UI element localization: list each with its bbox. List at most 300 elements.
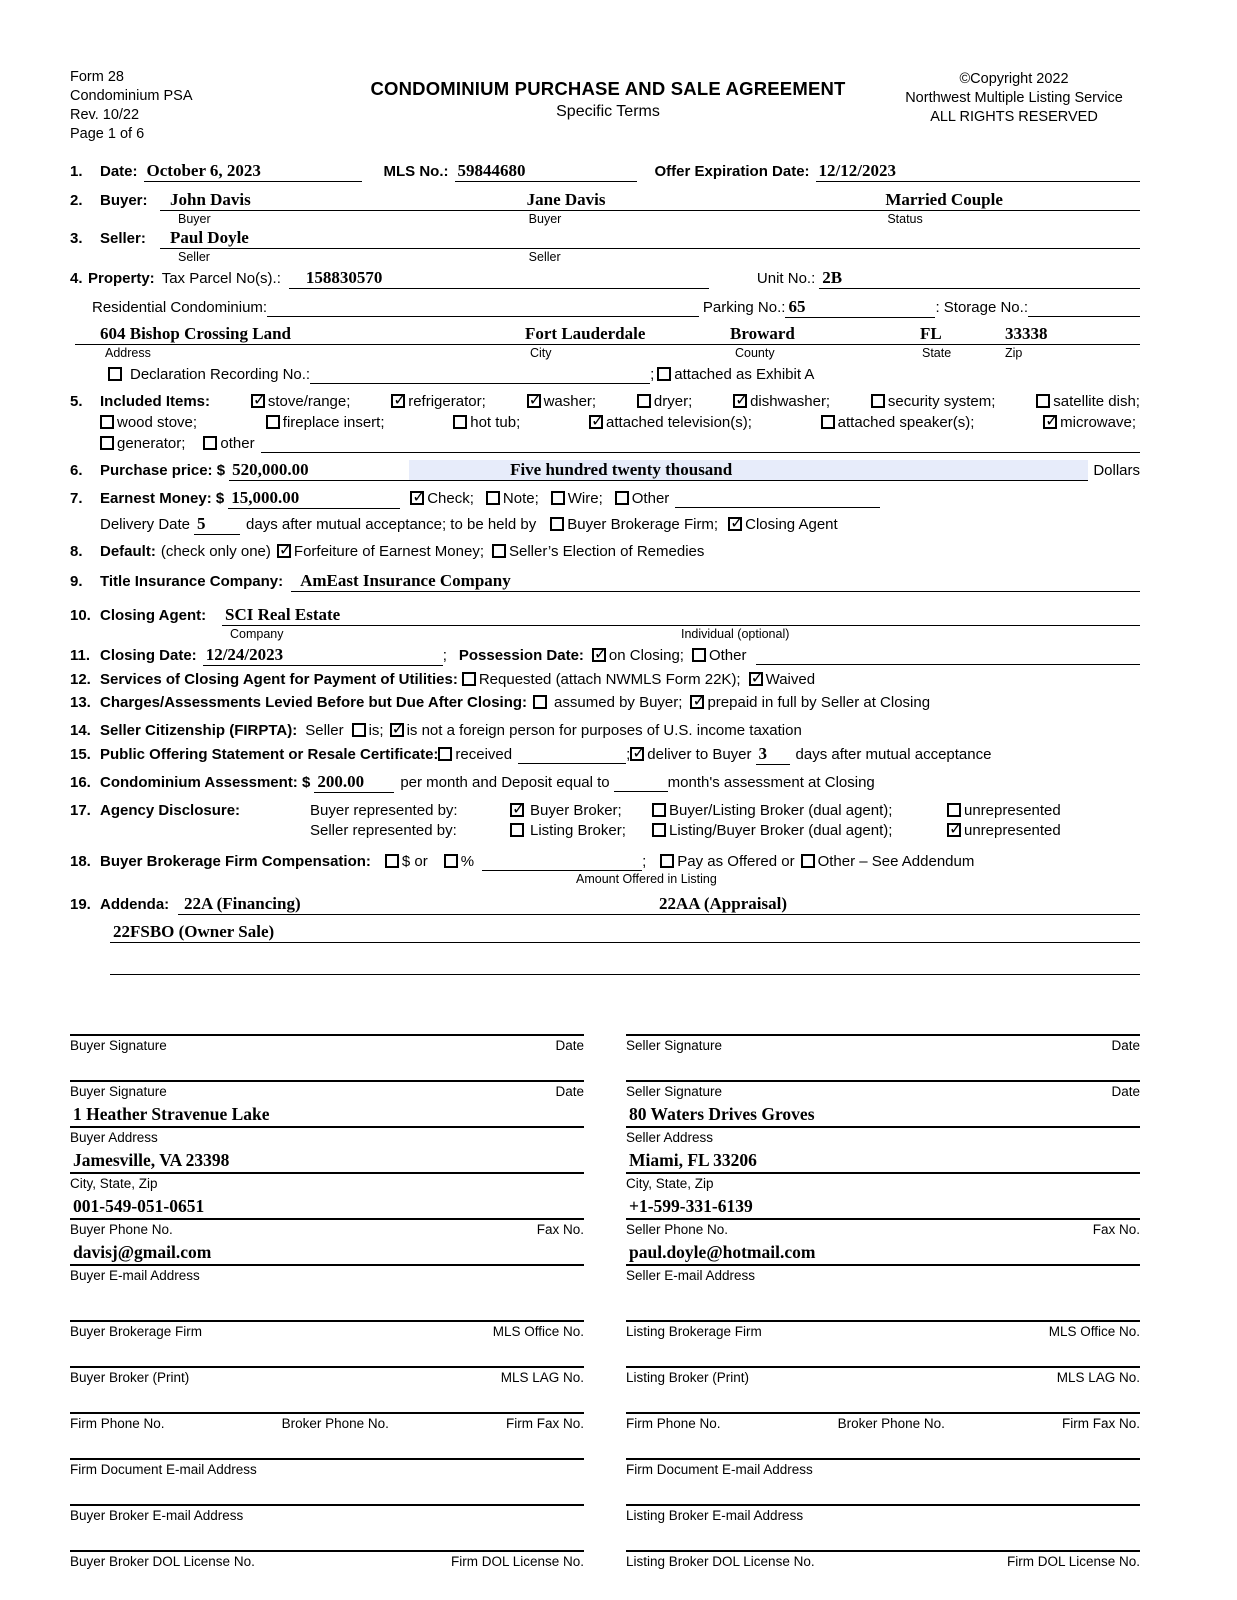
seller-phone-field[interactable]	[626, 1197, 1140, 1220]
checkbox-other-payment[interactable]	[615, 490, 670, 507]
buyer-fields[interactable]	[160, 190, 1140, 211]
item-8-default	[70, 543, 1140, 560]
firm-fax-label: Firm Fax No.	[505, 1415, 584, 1431]
buyer-brokerage-firm-field[interactable]	[70, 1299, 584, 1322]
checkbox-label: is;	[368, 721, 384, 739]
checkbox[interactable]	[660, 854, 674, 868]
seller-email-value: paul.doyle@hotmail.com	[629, 1241, 816, 1262]
seller-sublabel: Seller	[178, 249, 210, 264]
date-label: Date	[1111, 1037, 1140, 1053]
checkbox-waived[interactable]	[749, 671, 815, 688]
seller-1-value: Paul Doyle	[170, 227, 249, 247]
mls-office-no-label: MLS Office No.	[492, 1323, 584, 1339]
checkbox-forfeiture[interactable]	[277, 543, 484, 560]
title-insurance-label: Title Insurance Company:	[100, 572, 284, 590]
item-9-title-insurance	[70, 571, 1140, 592]
item-16-assessment	[70, 772, 1140, 793]
closing-agent-field[interactable]	[222, 605, 1140, 626]
buyer-label: Buyer:	[100, 191, 148, 209]
item-13-charges	[70, 694, 1140, 711]
firm-phone-label: Firm Phone No.	[626, 1415, 721, 1431]
addenda-field-row-2[interactable]	[110, 922, 1140, 943]
mls-no-value: 59844680	[457, 160, 526, 180]
separator: ;	[650, 365, 655, 383]
buyer-phone-value: 001-549-051-0651	[73, 1195, 205, 1216]
checkbox[interactable]	[385, 854, 399, 868]
checkbox-refrigerator[interactable]	[391, 393, 486, 410]
assessment-amount: 200.00	[317, 771, 365, 791]
checkbox-wood-stove[interactable]	[100, 414, 197, 431]
addenda-field-row-3[interactable]	[110, 957, 1140, 975]
agency-disclosure-label: Agency Disclosure:	[100, 801, 241, 819]
checkbox-assumed-by-buyer[interactable]	[533, 694, 682, 711]
checkbox-deliver-to-buyer[interactable]	[630, 746, 751, 763]
declaration-checkbox[interactable]	[108, 367, 122, 381]
checkbox-on-closing[interactable]	[592, 647, 684, 664]
checkbox-label: Seller’s Election of Remedies	[509, 542, 705, 560]
checkbox-dryer[interactable]	[637, 393, 692, 410]
addendum-value: 22AA (Appraisal)	[659, 893, 787, 913]
status-sublabel: Status	[887, 211, 923, 226]
unit-no-field[interactable]	[819, 268, 1140, 289]
buyer-broker-email-field[interactable]	[70, 1483, 584, 1506]
county-value: Broward	[730, 323, 795, 343]
form-subtitle: Specific Terms	[556, 103, 660, 120]
checkbox[interactable]	[510, 803, 524, 817]
assessment-amount-field[interactable]	[314, 772, 394, 793]
county-sublabel: County	[735, 345, 775, 360]
checkbox-sellers-election[interactable]	[492, 543, 704, 560]
checkbox[interactable]	[453, 415, 467, 429]
compensation-amount-field[interactable]	[482, 853, 642, 871]
property-address-fields[interactable]	[75, 324, 1140, 345]
seller-fields[interactable]	[160, 228, 1140, 249]
checkbox-seller-unrepresented[interactable]	[947, 822, 1061, 839]
checkbox-listing-broker[interactable]	[510, 822, 652, 839]
received-date-field[interactable]	[518, 746, 626, 764]
item-number: 3.	[70, 229, 83, 247]
seller-city-state-zip-field[interactable]	[626, 1151, 1140, 1174]
buyer-address-block	[70, 1105, 584, 1145]
buyer-brokerage-firm-label: Buyer Brokerage Firm	[70, 1323, 203, 1339]
buyer-signature-label: Buyer Signature	[70, 1083, 167, 1099]
tax-parcel-field[interactable]	[289, 268, 709, 289]
storage-no-field[interactable]	[1028, 299, 1140, 317]
checkbox-listing-buyer-broker-dual[interactable]	[652, 822, 947, 839]
checkbox-label: Pay as Offered or	[677, 852, 795, 870]
title-insurance-value: AmEast Insurance Company	[300, 570, 511, 590]
seller-signature-1-block	[626, 1013, 1140, 1053]
checkbox[interactable]	[1036, 394, 1050, 408]
checkbox[interactable]	[871, 394, 885, 408]
checkbox[interactable]	[728, 517, 742, 531]
listing-brokerage-firm-field[interactable]	[626, 1299, 1140, 1322]
checkbox-label: Waived	[765, 670, 816, 688]
checkbox[interactable]	[492, 544, 506, 558]
residential-condominium-label: Residential Condominium:	[92, 298, 268, 316]
checkbox-label: dishwasher;	[750, 392, 831, 410]
separator: ;	[642, 852, 647, 870]
checkbox-label: refrigerator;	[408, 392, 486, 410]
city-sublabel: City	[530, 345, 552, 360]
checkbox-label: is not a foreign person for purposes of U.S. income taxation	[406, 721, 802, 739]
item-18-compensation	[70, 853, 1140, 886]
checkbox-prepaid-by-seller[interactable]	[690, 694, 930, 711]
checkbox-note-payment[interactable]	[486, 490, 539, 507]
checkbox[interactable]	[801, 854, 815, 868]
listing-broker-print-label: Listing Broker (Print)	[626, 1369, 750, 1385]
closing-date-field[interactable]	[203, 645, 443, 666]
buyer-firm-phones-block	[70, 1391, 584, 1431]
broker-phone-label: Broker Phone No.	[837, 1415, 945, 1431]
dollars-label: Dollars	[1093, 461, 1140, 479]
checkbox-attached-speakers[interactable]	[821, 414, 975, 431]
buyer-brokerage-firm-block	[70, 1299, 584, 1339]
checkbox[interactable]	[100, 436, 114, 450]
exhibit-a-check-option[interactable]	[657, 366, 814, 383]
checkbox[interactable]	[592, 648, 606, 662]
checkbox[interactable]	[630, 747, 644, 761]
checkbox-pay-as-offered[interactable]	[660, 853, 794, 870]
item-number: 18.	[70, 852, 91, 870]
delivery-date-label: Delivery Date	[100, 515, 191, 533]
buyer-represented-label: Buyer represented by:	[310, 801, 458, 819]
buyer-firm-phones-field[interactable]	[70, 1391, 584, 1414]
individual-sublabel: Individual (optional)	[681, 626, 790, 641]
unit-no-label: Unit No.:	[756, 269, 816, 287]
checkbox-attached-televisions[interactable]	[589, 414, 752, 431]
checkbox-other-item[interactable]	[203, 435, 254, 452]
firm-phone-label: Firm Phone No.	[70, 1415, 165, 1431]
residential-condominium-row	[70, 297, 1140, 318]
checkbox[interactable]	[652, 823, 666, 837]
checkbox[interactable]	[527, 394, 541, 408]
checkbox[interactable]	[692, 648, 706, 662]
checkbox[interactable]	[438, 747, 452, 761]
checkbox[interactable]	[352, 723, 366, 737]
buyer-phone-field[interactable]	[70, 1197, 584, 1220]
title-insurance-field[interactable]	[291, 571, 1140, 592]
item-12-utilities	[70, 671, 1140, 688]
checkbox[interactable]	[733, 394, 747, 408]
listing-broker-email-label: Listing Broker E-mail Address	[626, 1507, 804, 1523]
delivery-tail-label: days after mutual acceptance; to be held by	[246, 515, 537, 533]
default-note: (check only one)	[160, 542, 271, 560]
listing-firm-doc-email-field[interactable]	[626, 1437, 1140, 1460]
checkbox[interactable]	[947, 803, 961, 817]
checkbox-label: fireplace insert;	[282, 413, 385, 431]
item-17-agency-disclosure	[70, 802, 1140, 839]
checkbox[interactable]	[533, 695, 547, 709]
item-number: 19.	[70, 895, 91, 913]
header	[70, 68, 1140, 145]
other-payment-field[interactable]	[675, 490, 880, 508]
buyer-address-field[interactable]	[70, 1105, 584, 1128]
earnest-money-amount-field[interactable]	[228, 488, 400, 509]
purchase-price-label: Purchase price: $	[100, 461, 226, 479]
checkbox-label: on Closing;	[608, 646, 684, 664]
addenda-label: Addenda:	[100, 895, 170, 913]
buyer-email-value: davisj@gmail.com	[73, 1241, 212, 1262]
checkbox-security-system[interactable]	[871, 393, 996, 410]
parking-no-field[interactable]	[785, 297, 935, 318]
item-number: 9.	[70, 572, 83, 590]
checkbox-label: deliver to Buyer	[647, 745, 752, 763]
delivery-days-field[interactable]	[194, 514, 240, 535]
buyer-license-field[interactable]	[70, 1529, 584, 1552]
mls-lag-no-label: MLS LAG No.	[500, 1369, 584, 1385]
checkbox[interactable]	[391, 394, 405, 408]
item-number: 11.	[70, 646, 91, 664]
delivery-days-value: 5	[197, 513, 206, 533]
fax-label: Fax No.	[1092, 1221, 1140, 1237]
city-state-zip-label: City, State, Zip	[70, 1175, 158, 1191]
checkbox-percent-compensation[interactable]	[444, 853, 474, 870]
possession-other-field[interactable]	[756, 647, 1140, 665]
date-value: October 6, 2023	[146, 160, 261, 180]
checkbox-received[interactable]	[438, 746, 512, 763]
listing-license-block	[626, 1529, 1140, 1569]
checkbox[interactable]	[749, 672, 763, 686]
signature-section	[70, 1007, 1140, 1569]
deliver-days-value: 3	[758, 743, 768, 763]
addenda-row-3	[70, 957, 1140, 975]
seller-signature-2-field[interactable]	[626, 1059, 1140, 1082]
checkbox-buyer-brokerage-firm-holder[interactable]	[550, 516, 718, 533]
checkbox-label: Note;	[502, 489, 539, 507]
purchase-price-amount-field[interactable]	[229, 460, 409, 481]
possession-date-label: Possession Date:	[458, 646, 584, 664]
listing-firm-phones-block	[626, 1391, 1140, 1431]
purchase-price-words-field[interactable]	[409, 460, 1088, 481]
seller-email-field[interactable]	[626, 1243, 1140, 1266]
declaration-recording-field[interactable]	[310, 366, 650, 384]
buyer-city-state-zip-block	[70, 1151, 584, 1191]
declaration-check-option[interactable]	[108, 366, 310, 383]
seller-signature-1-field[interactable]	[626, 1013, 1140, 1036]
mls-office-no-label: MLS Office No.	[1048, 1323, 1140, 1339]
unit-no-value: 2B	[822, 267, 843, 287]
checkbox-is-not-foreign[interactable]	[390, 722, 802, 739]
city-state-zip-label: City, State, Zip	[626, 1175, 714, 1191]
state-value: FL	[920, 323, 942, 343]
item-2-buyer	[70, 190, 1140, 226]
checkbox-label: dryer;	[653, 392, 693, 410]
buyer-city-state-zip-field[interactable]	[70, 1151, 584, 1174]
checkbox[interactable]	[410, 491, 424, 505]
residential-condominium-field[interactable]	[267, 299, 699, 317]
checkbox[interactable]	[444, 854, 458, 868]
addenda-row-2	[70, 922, 1140, 943]
item-10-closing-agent	[70, 605, 1140, 641]
checkbox-closing-agent-holder[interactable]	[728, 516, 838, 533]
separator: ;	[626, 745, 631, 763]
closing-agent-value: SCI Real Estate	[225, 604, 341, 624]
listing-broker-email-field[interactable]	[626, 1483, 1140, 1506]
buyer-broker-print-field[interactable]	[70, 1345, 584, 1368]
parking-no-value: 65	[788, 296, 806, 316]
checkbox[interactable]	[1043, 415, 1057, 429]
earnest-money-amount: 15,000.00	[231, 487, 300, 507]
checkbox-label: wood stove;	[117, 413, 198, 431]
checkbox-buyer-unrepresented[interactable]	[947, 802, 1061, 819]
item-number: 17.	[70, 801, 91, 819]
state-sublabel: State	[922, 345, 952, 360]
checkbox[interactable]	[947, 823, 961, 837]
date-field[interactable]	[144, 161, 362, 182]
address-sublabel: Address	[105, 345, 151, 360]
closing-date-label: Closing Date:	[100, 646, 197, 664]
item-1-date	[70, 161, 1140, 182]
checkbox-label: assumed by Buyer;	[554, 693, 683, 711]
mls-no-label: MLS No.:	[383, 162, 449, 180]
buyer-address-label: Buyer Address	[70, 1129, 158, 1145]
seller-phone-block	[626, 1197, 1140, 1237]
seller-signature-column	[626, 1007, 1140, 1569]
charges-label: Charges/Assessments Levied Before but Due After Closing:	[100, 693, 528, 711]
checkbox-requested[interactable]	[462, 671, 741, 688]
checkbox-label: generator;	[117, 434, 186, 452]
item-15-public-offering	[70, 744, 1140, 765]
addenda-fields-row-1[interactable]	[178, 894, 1140, 915]
declaration-label: Declaration Recording No.:	[130, 365, 311, 383]
included-items-label: Included Items:	[100, 392, 211, 410]
seller-signature-label: Seller Signature	[626, 1083, 723, 1099]
checkbox[interactable]	[266, 415, 280, 429]
checkbox[interactable]	[251, 394, 265, 408]
checkbox-label: Requested (attach NWMLS Form 22K);	[478, 670, 741, 688]
item-14-firpta	[70, 722, 1140, 739]
checkbox-stove-range[interactable]	[251, 393, 351, 410]
item-3-seller	[70, 228, 1140, 264]
checkbox[interactable]	[637, 394, 651, 408]
buyer-broker-print-block	[70, 1345, 584, 1385]
parking-no-label: Parking No.:	[702, 298, 786, 316]
seller-signature-2-block	[626, 1059, 1140, 1099]
checkbox-check-payment[interactable]	[410, 490, 474, 507]
item-number: 8.	[70, 542, 83, 560]
checkbox-label: Other	[631, 489, 670, 507]
assessment-months-field[interactable]	[614, 774, 668, 792]
checkbox-label: washer;	[543, 392, 597, 410]
checkbox[interactable]	[510, 823, 524, 837]
date-label: Date	[555, 1083, 584, 1099]
checkbox[interactable]	[277, 544, 291, 558]
seller-address-value: 80 Waters Drives Groves	[629, 1103, 815, 1124]
declaration-row	[70, 366, 1140, 384]
checkbox[interactable]	[615, 491, 629, 505]
listing-license-field[interactable]	[626, 1529, 1140, 1552]
checkbox[interactable]	[390, 723, 404, 737]
item-number: 15.	[70, 745, 91, 763]
checkbox[interactable]	[652, 803, 666, 817]
checkbox-satellite-dish[interactable]	[1036, 393, 1140, 410]
deliver-days-field[interactable]	[756, 744, 790, 765]
property-address-block	[70, 324, 1140, 360]
checkbox-dishwasher[interactable]	[733, 393, 830, 410]
buyer-signature-2-field[interactable]	[70, 1059, 584, 1082]
checkbox-label: attached speaker(s);	[837, 413, 975, 431]
checkbox-buyer-listing-broker-dual[interactable]	[652, 802, 947, 819]
item-11-closing-date	[70, 645, 1140, 666]
checkbox-label: Check;	[427, 489, 474, 507]
utilities-label: Services of Closing Agent for Payment of Utilities:	[100, 670, 458, 688]
seller-represented-label: Seller represented by:	[310, 821, 457, 839]
checkbox-dollar-compensation[interactable]	[385, 853, 428, 870]
offer-expiration-field[interactable]	[816, 161, 1140, 182]
checkbox-label: %	[460, 852, 475, 870]
date-label: Date	[1111, 1083, 1140, 1099]
checkbox-washer[interactable]	[527, 393, 597, 410]
listing-firm-phones-field[interactable]	[626, 1391, 1140, 1414]
checkbox[interactable]	[203, 436, 217, 450]
firm-dol-license-label: Firm DOL License No.	[1006, 1553, 1140, 1569]
listing-brokerage-firm-label: Listing Brokerage Firm	[626, 1323, 762, 1339]
buyer-sublabel: Buyer	[528, 211, 562, 226]
broker-phone-label: Broker Phone No.	[281, 1415, 389, 1431]
checkbox-is-foreign[interactable]	[352, 722, 384, 739]
checkbox-label: hot tub;	[470, 413, 521, 431]
checkbox[interactable]	[821, 415, 835, 429]
form-page-number: Page 1 of 6	[70, 126, 145, 143]
buyer-broker-print-label: Buyer Broker (Print)	[70, 1369, 190, 1385]
buyer-phone-label: Buyer Phone No.	[70, 1221, 173, 1237]
checkbox[interactable]	[100, 415, 114, 429]
checkbox-buyer-broker[interactable]	[510, 802, 652, 819]
listing-broker-print-field[interactable]	[626, 1345, 1140, 1368]
seller-email-label: Seller E-mail Address	[626, 1267, 756, 1283]
zip-sublabel: Zip	[1005, 345, 1023, 360]
amount-offered-sublabel: Amount Offered in Listing	[576, 871, 717, 886]
item-number: 4.	[70, 269, 83, 287]
checkbox[interactable]	[462, 672, 476, 686]
checkbox-label: Other	[708, 646, 747, 664]
offer-expiration-label: Offer Expiration Date:	[654, 162, 810, 180]
checkbox-label: $ or	[401, 852, 428, 870]
checkbox-possession-other[interactable]	[692, 647, 747, 664]
checkbox-fireplace-insert[interactable]	[266, 414, 385, 431]
seller-sublabel: Seller	[528, 249, 561, 264]
checkbox-microwave[interactable]	[1043, 414, 1136, 431]
copyright-line: ©Copyright 2022	[959, 71, 1069, 87]
firm-dol-license-label: Firm DOL License No.	[450, 1553, 584, 1569]
item-7-earnest-money	[70, 488, 1140, 535]
checkbox[interactable]	[551, 491, 565, 505]
checkbox-label: received	[455, 745, 513, 763]
buyer-signature-1-field[interactable]	[70, 1013, 584, 1036]
checkbox-other-see-addendum[interactable]	[801, 853, 975, 870]
checkbox-hot-tub[interactable]	[453, 414, 520, 431]
buyer-firm-doc-email-field[interactable]	[70, 1437, 584, 1460]
seller-address-field[interactable]	[626, 1105, 1140, 1128]
checkbox-wire-payment[interactable]	[551, 490, 603, 507]
buyer-email-field[interactable]	[70, 1243, 584, 1266]
checkbox[interactable]	[486, 491, 500, 505]
checkbox[interactable]	[589, 415, 603, 429]
exhibit-a-checkbox[interactable]	[657, 367, 671, 381]
buyer-signature-2-block	[70, 1059, 584, 1099]
firpta-seller-label: Seller	[305, 721, 344, 739]
checkbox-generator[interactable]	[100, 435, 185, 452]
earnest-money-label: Earnest Money: $	[100, 489, 225, 507]
checkbox[interactable]	[690, 695, 704, 709]
seller-signature-label: Seller Signature	[626, 1037, 723, 1053]
mls-no-field[interactable]	[455, 161, 637, 182]
other-items-field[interactable]	[261, 435, 1140, 453]
checkbox-label: Buyer Brokerage Firm;	[567, 515, 719, 533]
assessment-label: Condominium Assessment: $	[100, 773, 311, 791]
checkbox[interactable]	[550, 517, 564, 531]
